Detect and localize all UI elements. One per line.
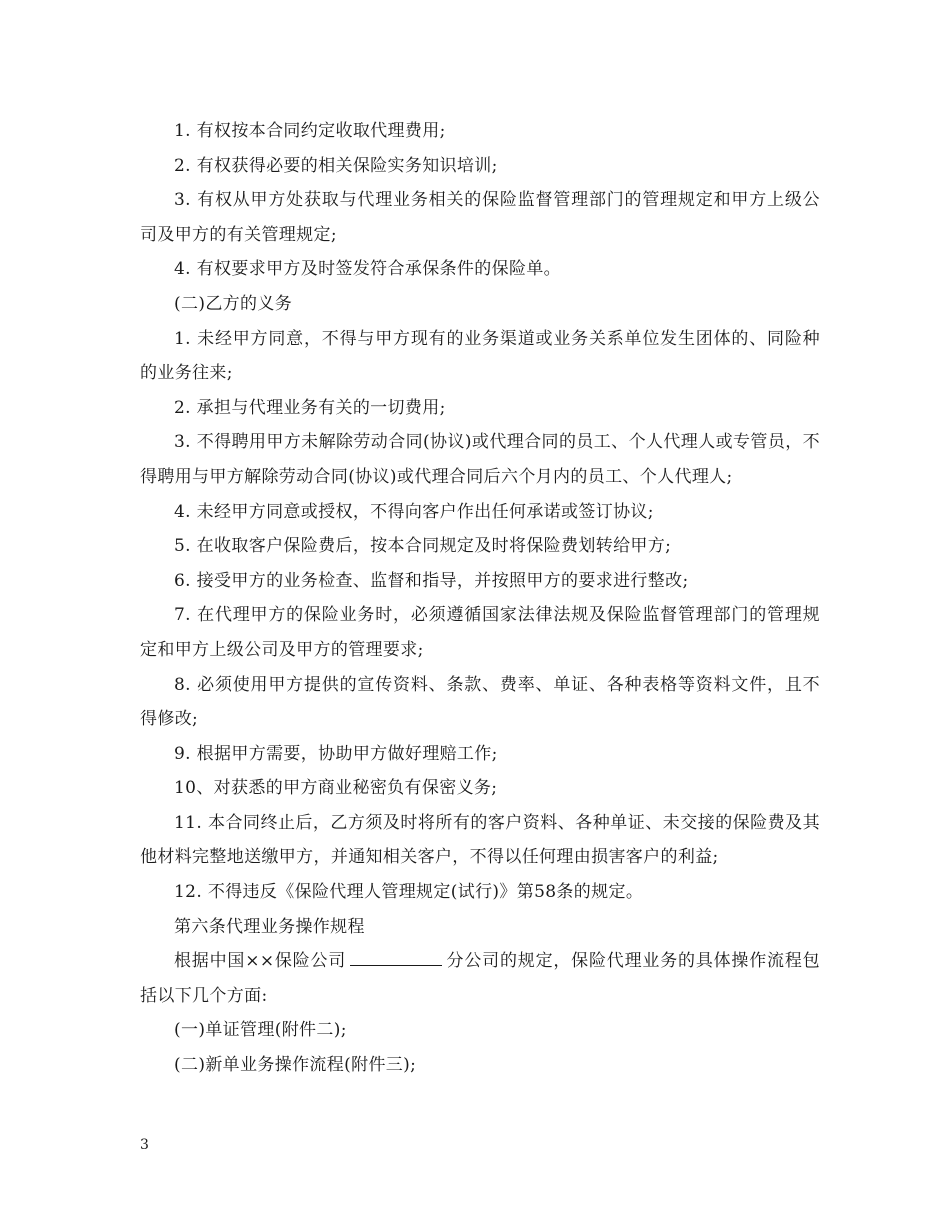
procedure-intro — [140, 944, 820, 1013]
paragraph-right-4: 4. 有权要求甲方及时签发符合承保条件的保险单。 — [174, 259, 562, 280]
article-six-heading: 第六条代理业务操作规程 — [174, 916, 365, 937]
section-heading-obligations: (二)乙方的义务 — [174, 293, 293, 314]
paragraph-obligation-6: 6. 接受甲方的业务检查、监督和指导，并按照甲方的要求进行整改; — [174, 570, 689, 591]
paragraph-obligation-11: 11. 本合同终止后，乙方须及时将所有的客户资料、各种单证、未交接的保险费及其他材料完整地送缴甲方，并通知相关客户，不得以任何理由损害客户的利益; — [140, 812, 820, 868]
paragraph-obligation-1: 1. 未经甲方同意，不得与甲方现有的业务渠道或业务关系单位发生团体的、同险种的业务往来; — [140, 328, 820, 384]
paragraph-right-2: 2. 有权获得必要的相关保险实务知识培训; — [174, 155, 498, 176]
paragraph-obligation-12: 12. 不得违反《保险代理人管理规定(试行)》第58条的规定。 — [174, 882, 644, 903]
procedure-intro-before: 根据中国××保险公司 — [174, 951, 347, 972]
paragraph-obligation-10: 10、对获悉的甲方商业秘密负有保密义务; — [174, 778, 498, 799]
paragraph-obligation-5: 5. 在收取客户保险费后，按本合同规定及时将保险费划转给甲方; — [174, 536, 672, 557]
paragraph-obligation-7: 7. 在代理甲方的保险业务时，必须遵循国家法律法规及保险监督管理部门的管理规定和甲方上级公司及甲方的管理要求; — [140, 605, 820, 660]
procedure-item-2: (二)新单业务操作流程(附件三); — [174, 1055, 417, 1076]
procedure-item-1: (一)单证管理(附件二); — [174, 1020, 347, 1041]
procedure-intro-after: 分公司的规定，保险代理业务的具体操作流程包括以下几个方面: — [140, 951, 820, 1006]
paragraph-right-3: 3. 有权从甲方处获取与代理业务相关的保险监督管理部门的管理规定和甲方上级公司及甲方的有关管理规定; — [140, 190, 820, 245]
document-body — [140, 114, 820, 1083]
paragraph-obligation-9: 9. 根据甲方需要，协助甲方做好理赔工作; — [174, 743, 498, 764]
fill-in-blank — [350, 947, 442, 966]
paragraph-obligation-3: 3. 不得聘用甲方未解除劳动合同(协议)或代理合同的员工、个人代理人或专管员，不得聘用与甲方解除劳动合同(协议)或代理合同后六个月内的员工、个人代理人; — [140, 432, 820, 487]
page-number: 3 — [140, 1137, 149, 1153]
paragraph-obligation-2: 2. 承担与代理业务有关的一切费用; — [174, 397, 446, 418]
paragraph-obligation-8: 8. 必须使用甲方提供的宣传资料、条款、费率、单证、各种表格等资料文件，且不得修改; — [140, 674, 820, 730]
paragraph-right-1: 1. 有权按本合同约定收取代理费用; — [174, 121, 446, 141]
paragraph-obligation-4: 4. 未经甲方同意或授权，不得向客户作出任何承诺或签订协议; — [174, 501, 654, 522]
